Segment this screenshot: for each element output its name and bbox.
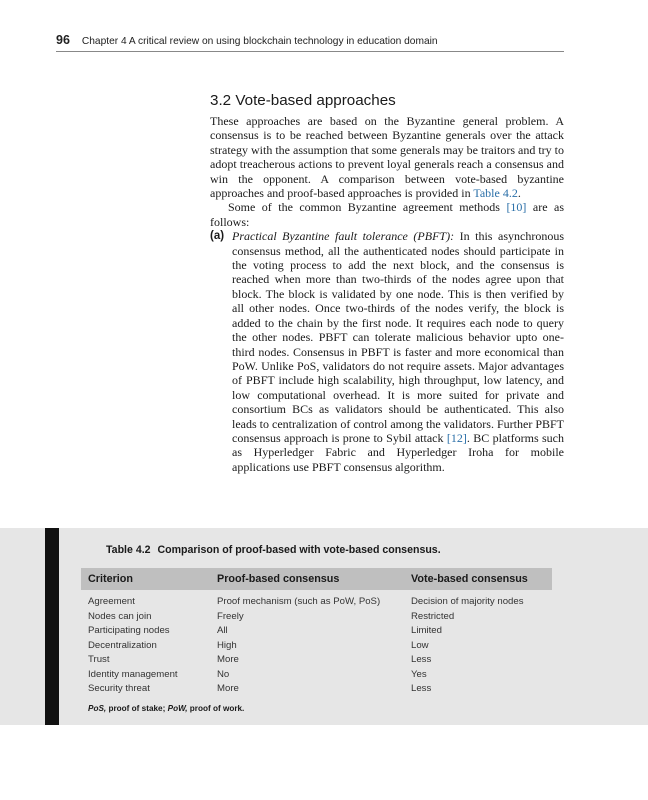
paragraph-methods: Some of the common Byzantine agreement methods [10] are as follows: [210,200,564,229]
table-header-cell: Vote-based consensus [411,573,528,585]
table-header-row [81,568,552,590]
body-text [210,114,564,474]
list-label: (a) [210,230,225,243]
table-row: Identity management No Yes [88,668,427,680]
table-row: Security threat More Less [88,683,432,694]
header-rule [56,51,564,52]
table-caption: Table 4.2 Comparison of proof-based with vote-based consensus. [106,544,441,556]
table-header-cell: Proof-based consensus [217,573,340,585]
list-item: (a) Practical Byzantine fault tolerance (PBFT): In this asynchronous consensus method, all the authenticated nodes should participate in the voting process to add the next block, and the consensus is reached when more than two-thirds of the nodes agree upon that block. The block is validated by one node. This is then verified by all other nodes. Once two-thirds of the nodes verify, the block is added to the chain by the first node. It requires each node to query the other nodes. PBFT can tolerate malicious behavior upto one-third nodes. Consensus in PBFT is faster and more economical than PoW. Unlike PoS, validators do not require assets. Major advantages of PBFT include high scalability, high throughput, low latency, and low computational overhead. It is more suited for private and consortium BCs as validators should be authenticated. This also leads to centralization of control among the validators. Further PBFT consensus approach is prone to Sybil attack [12]. BC platforms such as Hyperledger Fabric and Hyperledger Iroha for mobile applications use PBFT consensus algorithm. [210,229,564,474]
table-row: Decentralization High Low [88,639,429,651]
table-footnote: PoS, proof of stake; PoW, proof of work. [88,704,245,713]
paragraph-intro: These approaches are based on the Byzantine general problem. A consensus is to be reached between Byzantine generals over the attack strategy with the assumption that some generals may be traitors and try to adopt treacherous actions to prevent loyal generals reach a consensus and win the opponent. A comparison between vote-based byzantine approaches and proof-based approaches is provided in Table 4.2. [210,114,564,201]
section-title: 3.2 Vote-based approaches [210,92,396,109]
table-row: Nodes can join Freely Restricted [88,610,455,622]
table-header-cell: Criterion [88,573,133,585]
table-row: Participating nodes All Limited [88,625,442,636]
table-body [81,595,552,697]
list-term: Practical Byzantine fault tolerance (PBFT): [232,229,455,244]
table-link[interactable]: Table 4.2 [473,186,518,201]
running-header [56,33,564,47]
table-panel [0,528,648,725]
table-accent-bar [45,528,59,725]
table-row: Agreement Proof mechanism (such as PoW, PoS) Decision of majority nodes [88,596,524,607]
citation-link[interactable]: [12] [446,430,467,445]
citation-link[interactable]: [10] [506,200,527,215]
running-title: Chapter 4 A critical review on using blockchain technology in education domain [81,36,438,47]
page-number: 96 [56,33,70,47]
table-row: Trust More Less [88,654,432,665]
